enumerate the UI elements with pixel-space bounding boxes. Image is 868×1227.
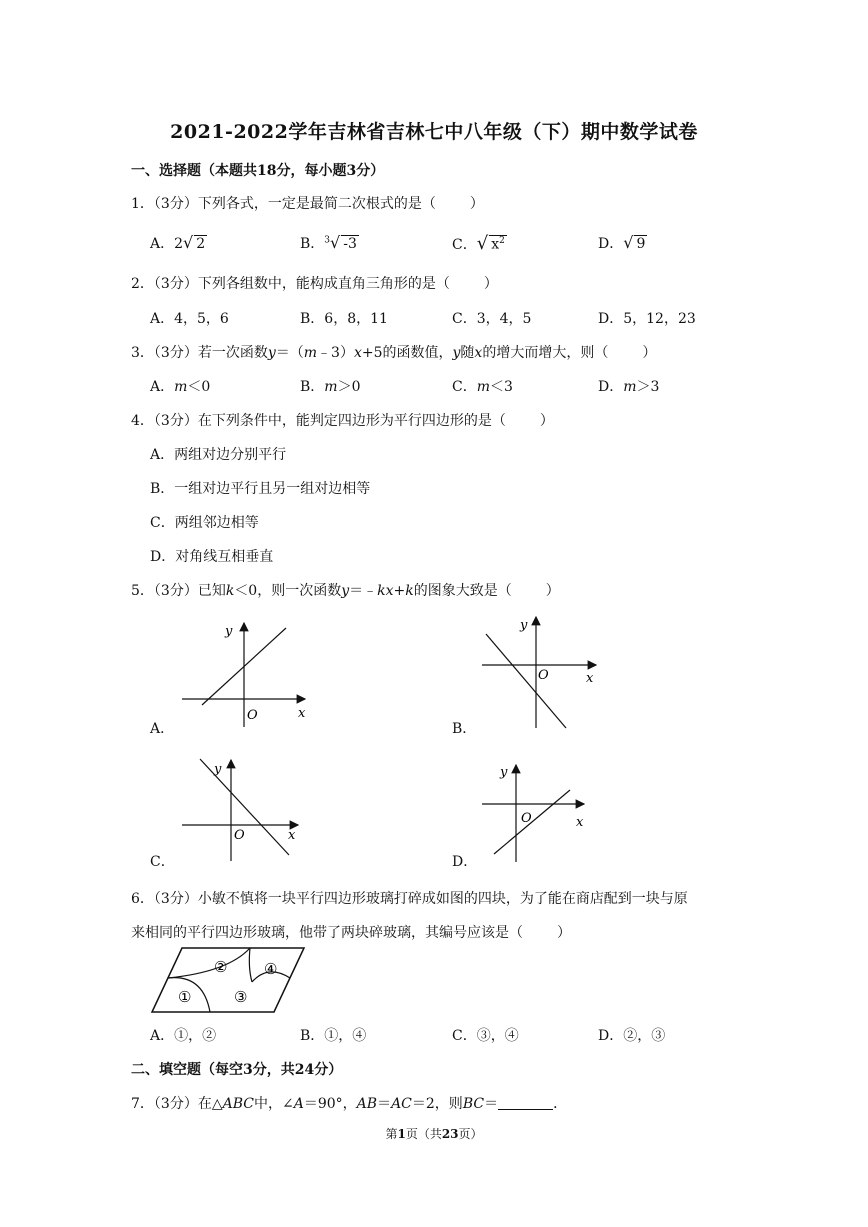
- q3-var-y2: y: [452, 345, 461, 361]
- q5-var-k: k: [225, 583, 235, 599]
- q3-var-y: y: [267, 345, 276, 361]
- q1-option-b: B．$^3$√ -3: [300, 233, 357, 252]
- graph-line: [486, 634, 566, 728]
- q5-option-d-label: D．: [452, 854, 478, 870]
- answer-blank[interactable]: [498, 1095, 553, 1110]
- q1-option-c-label: C．: [452, 237, 477, 253]
- q3-var-m: m: [303, 345, 318, 361]
- q3-option-d: [598, 376, 659, 396]
- q5-option-a-label: A．: [150, 721, 175, 737]
- q3-text-2: ＝（: [275, 345, 304, 361]
- question-1: [131, 193, 484, 213]
- y-axis-label: y: [214, 762, 222, 777]
- q5-graph-a: [170, 615, 320, 730]
- origin-label: O: [521, 811, 532, 826]
- q7-var-ab: AB: [356, 1096, 378, 1112]
- q1-option-c: C．√ $x^2$: [452, 233, 505, 254]
- x-axis-label: x: [586, 671, 594, 686]
- question-6-stem: 来相同的平行四边形玻璃，他带了两块碎玻璃，其编号应该是（: [131, 925, 523, 941]
- y-axis-label: y: [500, 765, 508, 780]
- q5-var-y: y: [341, 583, 350, 599]
- question-2-stem: 2．（3分）下列各组数中，能构成直角三角形的是（: [131, 276, 450, 292]
- q3-var-x2: x: [474, 345, 483, 361]
- question-4-close: ）: [539, 413, 554, 429]
- q7-text-1: 7．（3分）在△: [131, 1096, 223, 1112]
- question-3: [131, 342, 656, 362]
- q5-graph-b: [474, 612, 604, 732]
- q3-option-a: [150, 376, 210, 396]
- q7-text-4: ＝: [377, 1096, 392, 1112]
- q1-option-d-label: D．: [598, 236, 624, 252]
- q4-option-b: B．一组对边平行且另一组对边相等: [150, 481, 371, 497]
- q1-option-c-exponent: 2: [499, 236, 505, 247]
- q3-option-c: [452, 376, 513, 396]
- page-footer: [0, 1125, 868, 1142]
- q2-option-b: B．6，8，11: [300, 311, 388, 327]
- page-title: 2021-2022学年吉林省吉林七中八年级（下）期中数学试卷: [170, 121, 698, 143]
- section-heading-fill: 二、填空题（每空3分，共24分）: [131, 1062, 343, 1078]
- q3-option-c-rest: ＜3: [490, 379, 513, 395]
- q5-graph-c: [176, 755, 306, 865]
- q2-option-c: C．3，4，5: [452, 311, 532, 327]
- question-7: [131, 1093, 567, 1113]
- q3-option-a-var: m: [174, 379, 188, 395]
- q5-option-c-label: C．: [150, 854, 175, 870]
- q1-option-b-radicand: -3: [343, 236, 357, 252]
- x-axis-label: x: [288, 828, 296, 843]
- question-5: [131, 580, 560, 600]
- q7-text-2: 中，∠: [253, 1096, 294, 1112]
- footer-text-3: 页）: [458, 1127, 483, 1141]
- q5-text-3: ＝﹣: [349, 583, 378, 599]
- question-3-close: ）: [642, 345, 657, 361]
- q3-option-c-label: C．: [452, 379, 477, 395]
- question-4-stem: 4．（3分）在下列条件中，能判定四边形为平行四边形的是（: [131, 413, 506, 429]
- q5-text-4: +: [393, 583, 406, 599]
- question-2: [131, 273, 498, 293]
- footer-text-2: 页（共: [405, 1127, 442, 1141]
- q7-text-3: ＝90°，: [303, 1096, 357, 1112]
- q3-option-a-label: A．: [150, 379, 175, 395]
- q5-text-5: 的图象大致是（: [413, 583, 512, 599]
- q6-option-c: C．③，④: [452, 1028, 519, 1044]
- q3-option-b-var: m: [324, 379, 338, 395]
- q3-text-1: 3．（3分）若一次函数: [131, 345, 268, 361]
- q7-var-ac: AC: [391, 1096, 412, 1112]
- parallelogram-outline: [152, 948, 304, 1012]
- question-1-close: ）: [469, 196, 484, 212]
- piece-1-label: ①: [178, 988, 192, 1006]
- q3-option-d-var: m: [623, 379, 637, 395]
- q3-option-a-rest: ＜0: [187, 379, 211, 395]
- q3-text-3: ﹣3）: [317, 345, 354, 361]
- q7-var-a: A: [293, 1096, 304, 1112]
- q2-option-d: D．5，12，23: [598, 311, 696, 327]
- y-axis-label: y: [520, 618, 528, 633]
- q3-option-b: [300, 376, 361, 396]
- piece-4-label: ④: [264, 960, 278, 978]
- question-2-close: ）: [483, 276, 498, 292]
- q1-option-a-radicand: 2: [196, 236, 206, 252]
- q7-text-5: ＝2，则: [411, 1096, 463, 1112]
- q1-option-b-index: 3: [324, 235, 331, 246]
- q3-var-x: x: [353, 345, 362, 361]
- q1-option-a: A．2√ 2: [150, 233, 206, 252]
- q6-option-b: B．①，④: [300, 1028, 367, 1044]
- question-6-line-2: [131, 922, 571, 942]
- crack-line: [249, 948, 252, 982]
- question-4: [131, 410, 554, 430]
- origin-label: O: [247, 708, 258, 723]
- q5-var-kx: kx: [377, 583, 394, 599]
- q7-var-bc: BC: [462, 1096, 485, 1112]
- q1-option-c-radicand: x: [491, 237, 500, 253]
- q1-option-b-label: B．: [300, 236, 325, 252]
- footer-total-pages: 23: [441, 1127, 459, 1141]
- question-5-close: ）: [545, 583, 560, 599]
- q3-option-c-var: m: [476, 379, 490, 395]
- q3-option-d-rest: ＞3: [636, 379, 660, 395]
- y-axis-label: y: [225, 624, 233, 639]
- q7-var-abc: ABC: [222, 1096, 254, 1112]
- q4-option-c: C．两组邻边相等: [150, 515, 259, 531]
- piece-2-label: ②: [214, 958, 228, 976]
- origin-label: O: [234, 828, 245, 843]
- q3-text-4: +5的函数值，: [361, 345, 453, 361]
- x-axis-label: x: [576, 815, 584, 830]
- question-6-line-1: 6．（3分）小敏不慎将一块平行四边形玻璃打碎成如图的四块，为了能在商店配到一块与原: [131, 891, 688, 907]
- q3-option-d-label: D．: [598, 379, 624, 395]
- q5-text-2: ＜0，则一次函数: [234, 583, 342, 599]
- q1-option-a-label: A．2: [150, 236, 184, 252]
- section-heading-choice: 一、选择题（本题共18分，每小题3分）: [131, 163, 385, 179]
- q3-option-b-rest: ＞0: [337, 379, 361, 395]
- q6-option-d: D．②，③: [598, 1028, 666, 1044]
- q6-option-a: A．①，②: [150, 1028, 217, 1044]
- q5-text-1: 5．（3分）已知: [131, 583, 226, 599]
- x-axis-label: x: [298, 706, 306, 721]
- q5-graph-d: [476, 760, 606, 865]
- q4-option-d: D．对角线互相垂直: [150, 549, 274, 565]
- q4-option-a: A．两组对边分别平行: [150, 447, 287, 463]
- piece-3-label: ③: [234, 988, 248, 1006]
- q7-text-end: ．: [553, 1096, 568, 1112]
- q2-option-a: A．4，5，6: [150, 311, 229, 327]
- q5-option-b-label: B．: [452, 721, 477, 737]
- footer-page-number: 1: [397, 1127, 406, 1141]
- origin-label: O: [538, 668, 549, 683]
- q5-var-k2: k: [405, 583, 414, 599]
- q7-text-6: ＝: [484, 1096, 499, 1112]
- footer-text-1: 第: [385, 1127, 398, 1141]
- q1-option-d: D．√ 9: [598, 233, 646, 252]
- question-6-close: ）: [557, 925, 571, 941]
- q3-option-b-label: B．: [300, 379, 325, 395]
- q3-text-6: 的增大而增大，则（: [482, 345, 609, 361]
- graph-line: [494, 790, 570, 854]
- q1-option-d-radicand: 9: [636, 236, 646, 252]
- q3-text-5: 随: [460, 345, 475, 361]
- question-1-stem: 1．（3分）下列各式，一定是最简二次根式的是（: [131, 196, 436, 212]
- parallelogram-figure: [148, 944, 310, 1016]
